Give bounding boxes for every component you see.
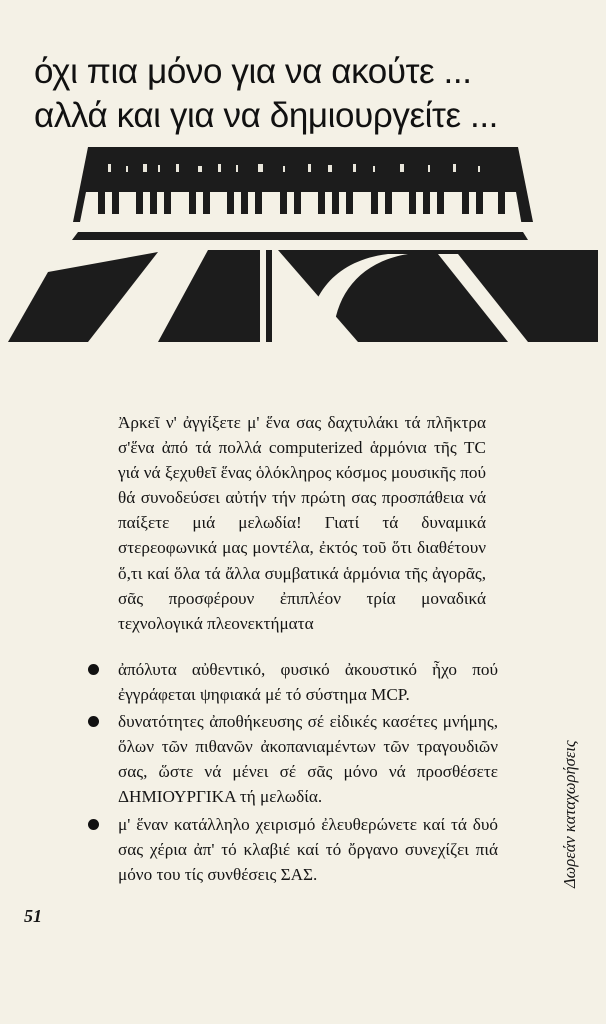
feature-list bbox=[88, 657, 498, 889]
bullet-icon bbox=[88, 819, 99, 830]
feature-item bbox=[88, 812, 498, 887]
logo-stem bbox=[266, 250, 272, 342]
keyboard-logo-illustration bbox=[8, 142, 598, 342]
intro-text: Ἀρκεῖ ν' ἀγγίξετε μ' ἕνα σας δαχτυλάκι τά πλῆκτρα σ'ἕνα ἀπό τά πολλά computerized ἁρμόνια τῆς TC γιά νά ξεχυθεῖ ἕνας ὁλόκληρος κόσμος μουσικῆς πού θά συνοδεύσει αὐτήν τήν πρώτη σας προσπάθεια νά παίξετε μιά μελωδία! Γιατί τά δυναμικά στερεοφωνικά μας μοντέλα, ἐκτός τοῦ ὅτι διαθέτουν ὅ,τι καί ὅλα τά ἄλλα συμβατικά ἁρμόνια τῆς ἀγορᾶς, σᾶς προσφέρουν ἐπιπλέον τρία μοναδικά τεχνολογικά πλεονεκτήματα bbox=[118, 413, 486, 633]
logo-center bbox=[158, 250, 260, 342]
feature-text: μ' ἕναν κατάλληλο χειρισμό ἐλευθερώνετε καί τά δυό σας χέρια ἀπ' τό κλαβιέ καί τό ὄργανο συνεχίζει πιά μόνο του τίς συνθέσεις ΣΑΣ. bbox=[118, 814, 498, 884]
keyboard-lip bbox=[72, 232, 528, 240]
intro-paragraph bbox=[118, 410, 486, 636]
side-note: Δωρεάν καταχωρήσεις bbox=[560, 740, 579, 888]
feature-item bbox=[88, 709, 498, 809]
page-number: 51 bbox=[24, 906, 42, 926]
bullet-icon bbox=[88, 716, 99, 727]
bullet-icon bbox=[88, 664, 99, 675]
headline-line-1: όχι πια μόνο για να ακούτε ... bbox=[34, 52, 472, 91]
headline bbox=[34, 50, 574, 138]
headline-line-2: αλλά και για να δημιουργείτε ... bbox=[34, 96, 498, 135]
logo-left bbox=[8, 252, 158, 342]
feature-text: ἀπόλυτα αὐθεντικό, φυσικό ἀκουστικό ἦχο πού ἐγγράφεται ψηφιακά μέ τό σύστημα MCP. bbox=[118, 660, 498, 705]
feature-text: δυνατότητες ἀποθήκευσης σέ εἰδικές κασέτες μνήμης, ὅλων τῶν πιθανῶν ἀκοπανιαμέντων τῶν τραγουδιῶν σας, ὥστε νά μένει σέ σᾶς μόνο νά προσθέσετε ΔΗΜΙΟΥΡΓΙΚΑ τή μελωδία. bbox=[118, 712, 498, 807]
feature-item bbox=[88, 657, 498, 707]
